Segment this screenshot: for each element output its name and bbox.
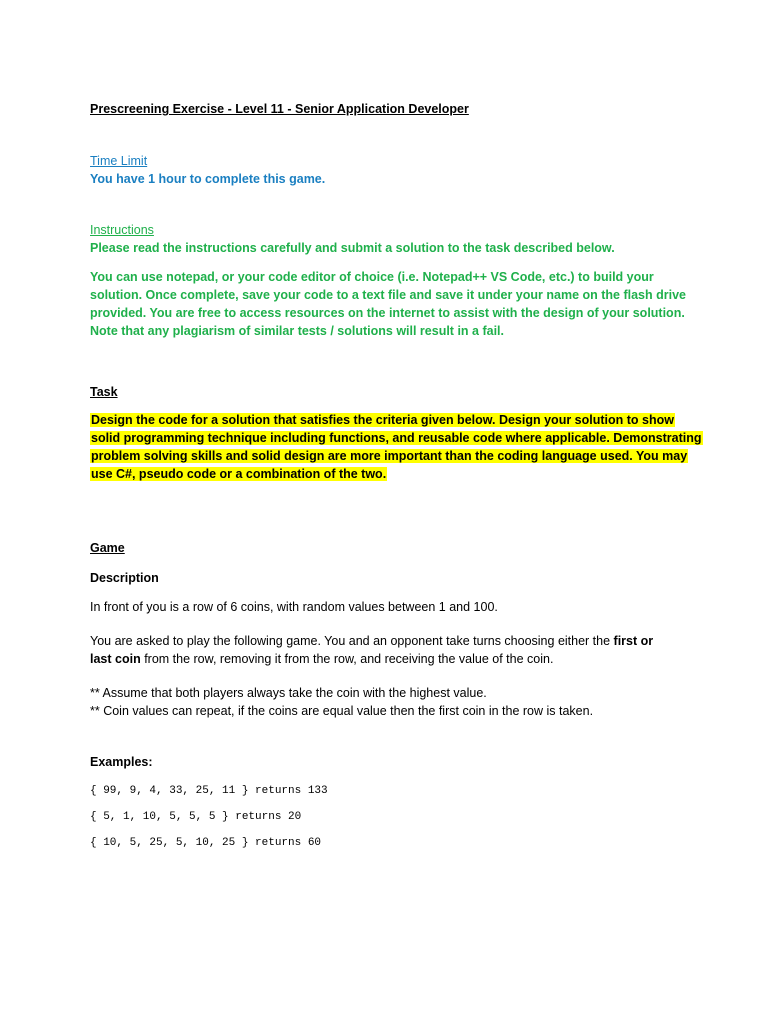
rules-text: from the row, removing it from the row, and receiving the value of the coin.: [140, 652, 554, 666]
note-line: ** Assume that both players always take the coin with the highest value.: [90, 686, 487, 700]
rules-bold-text: first or: [613, 634, 654, 648]
rules-text: You are asked to play the following game. You and an opponent take turns choosing either the: [90, 634, 614, 648]
example-line: { 5, 1, 10, 5, 5, 5 } returns 20: [90, 811, 302, 823]
task-line: [90, 465, 387, 483]
time-limit-heading: Time Limit: [90, 154, 148, 168]
instructions-para-line: solution. Once complete, save your code to a text file and save it under your name on the flash drive: [90, 288, 686, 302]
time-limit-text: You have 1 hour to complete this game.: [90, 172, 326, 186]
task-line: [90, 429, 703, 447]
task-line: [90, 447, 688, 465]
rules-line: [90, 650, 553, 668]
example-line: { 99, 9, 4, 33, 25, 11 } returns 133: [90, 785, 328, 797]
instructions-para-line: Note that any plagiarism of similar tests / solutions will result in a fail.: [90, 324, 504, 338]
task-line-text: use C#, pseudo code or a combination of the two.: [91, 467, 387, 481]
document-title: Prescreening Exercise - Level 11 - Senior Application Developer: [90, 102, 469, 116]
description-text: In front of you is a row of 6 coins, with random values between 1 and 100.: [90, 600, 498, 614]
task-line-text: problem solving skills and solid design are more important than the coding language used. You may: [91, 449, 688, 463]
task-line-text: solid programming technique including functions, and reusable code where applicable. Demonstrating: [91, 431, 702, 445]
game-heading: Game: [90, 541, 125, 555]
rules-line: [90, 632, 653, 650]
task-heading: Task: [90, 385, 118, 399]
task-line-text: Design the code for a solution that satisfies the criteria given below. Design your solution to show: [91, 413, 674, 427]
task-line: [90, 411, 675, 429]
instructions-heading: Instructions: [90, 223, 154, 237]
instructions-line: Please read the instructions carefully and submit a solution to the task described below.: [90, 241, 615, 255]
instructions-para-line: provided. You are free to access resources on the internet to assist with the design of your solution.: [90, 306, 685, 320]
examples-heading: Examples:: [90, 755, 153, 769]
description-heading: Description: [90, 571, 159, 585]
note-line: ** Coin values can repeat, if the coins are equal value then the first coin in the row is taken.: [90, 704, 594, 718]
instructions-para-line: You can use notepad, or your code editor of choice (i.e. Notepad++ VS Code, etc.) to build your: [90, 270, 654, 284]
example-line: { 10, 5, 25, 5, 10, 25 } returns 60: [90, 837, 322, 849]
rules-bold-text: last coin: [90, 652, 141, 666]
